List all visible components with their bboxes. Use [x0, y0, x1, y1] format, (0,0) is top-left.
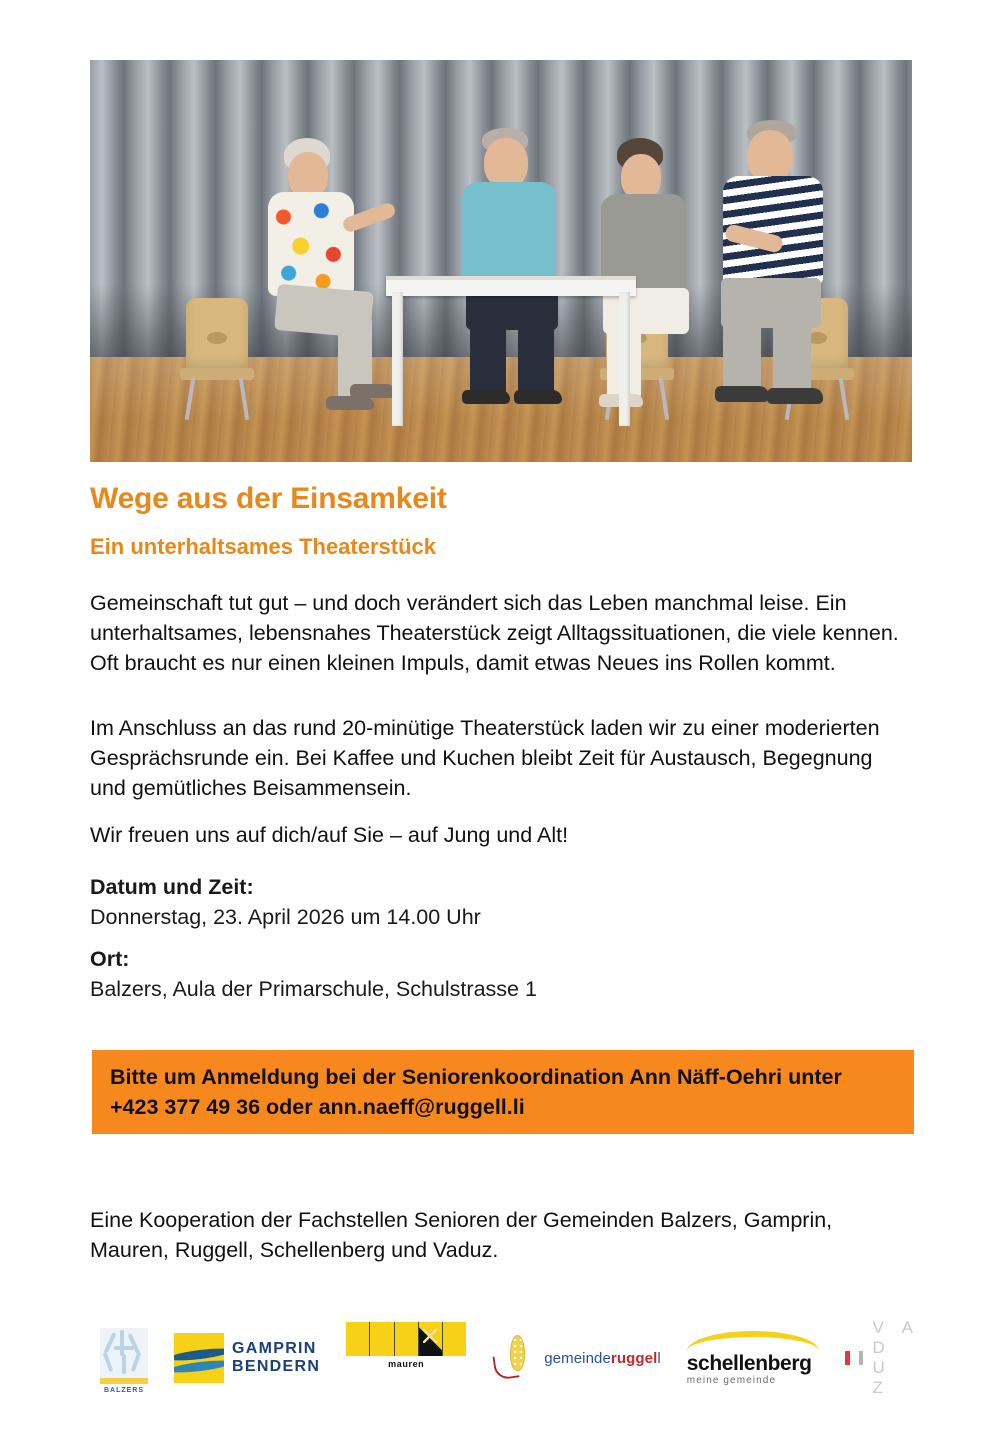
- cooperation-note: Eine Kooperation der Fachstellen Senioren der Gemeinden Balzers, Gamprin, Mauren, Ruggell, Schellenberg und Vaduz.: [90, 1208, 833, 1262]
- vaduz-grey-square-icon: [859, 1351, 864, 1365]
- balzers-wordmark: BALZERS: [103, 1387, 145, 1394]
- vaduz-wordmark: V A D U Z: [872, 1318, 919, 1397]
- page-title: Wege aus der Einsamkeit: [90, 482, 447, 515]
- gamprin-line-2: BENDERN: [232, 1358, 321, 1375]
- paragraph-discussion: Im Anschluss an das rund 20-minütige Theaterstück laden wir zu einer moderierten Gesprächsrunde ein. Bei Kaffee und Kuchen bleibt Zeit für Austausch, Begegnung und gemütliches Beisammensein.: [90, 716, 880, 800]
- page-subtitle: Ein unterhaltsames Theaterstück: [90, 534, 437, 559]
- registration-callout: [92, 1050, 914, 1134]
- mauren-flag-icon: [346, 1322, 466, 1356]
- logo-balzers: [100, 1322, 148, 1394]
- logo-mauren: [346, 1322, 466, 1394]
- schellenberg-arc-icon: [687, 1331, 819, 1355]
- registration-text: Bitte um Anmeldung bei der Seniorenkoordination Ann Näff-Oehri unter +423 377 49 36 oder ann.naeff@ruggell.li: [110, 1065, 842, 1119]
- paragraph-welcome: Wir freuen uns auf dich/auf Sie – auf Jung und Alt!: [90, 823, 569, 847]
- logo-schellenberg: [687, 1322, 819, 1394]
- date-block: [90, 872, 481, 932]
- mauren-wordmark: mauren: [388, 1359, 425, 1369]
- date-label: Datum und Zeit:: [90, 875, 254, 899]
- schellenberg-wordmark: schellenberg: [686, 1351, 812, 1375]
- gamprin-wordmark: [232, 1340, 320, 1376]
- person-man-striped-shirt: [715, 120, 865, 438]
- gamprin-line-1: GAMPRIN: [232, 1340, 317, 1357]
- gamprin-wave-icon: [174, 1333, 224, 1383]
- schellenberg-tagline: meine gemeinde: [686, 1374, 777, 1386]
- chair-left: [180, 298, 254, 418]
- balzers-emblem-icon: [100, 1328, 148, 1378]
- ruggell-wordmark: [544, 1350, 661, 1367]
- place-label: Ort:: [90, 947, 130, 971]
- place-value: Balzers, Aula der Primarschule, Schulstrasse 1: [90, 977, 537, 1001]
- person-woman-floral: [254, 138, 394, 438]
- balzers-yellow-bar: [100, 1378, 148, 1384]
- event-photo: [90, 60, 912, 462]
- logo-vaduz: [845, 1318, 920, 1397]
- place-block: [90, 944, 537, 1004]
- ruggell-word-part-1: gemeinde: [544, 1349, 611, 1367]
- ruggell-wheat-icon: [492, 1333, 536, 1383]
- date-value: Donnerstag, 23. April 2026 um 14.00 Uhr: [90, 905, 481, 929]
- vaduz-red-square-icon: [845, 1351, 850, 1365]
- partner-logo-strip: [100, 1318, 920, 1398]
- ruggell-word-part-3: l: [657, 1349, 661, 1367]
- stage-table: [386, 276, 636, 426]
- paragraph-intro: Gemeinschaft tut gut – und doch verändert sich das Leben manchmal leise. Ein unterhaltsames, lebensnahes Theaterstück zeigt Alltagssituationen, die viele kennen. Oft braucht es nur einen kleinen Impuls, damit etwas Neues ins Rollen kommt.: [90, 591, 899, 675]
- ruggell-word-part-2: ruggel: [610, 1349, 658, 1367]
- logo-ruggell: [492, 1322, 661, 1394]
- logo-gamprin-bendern: [174, 1322, 320, 1394]
